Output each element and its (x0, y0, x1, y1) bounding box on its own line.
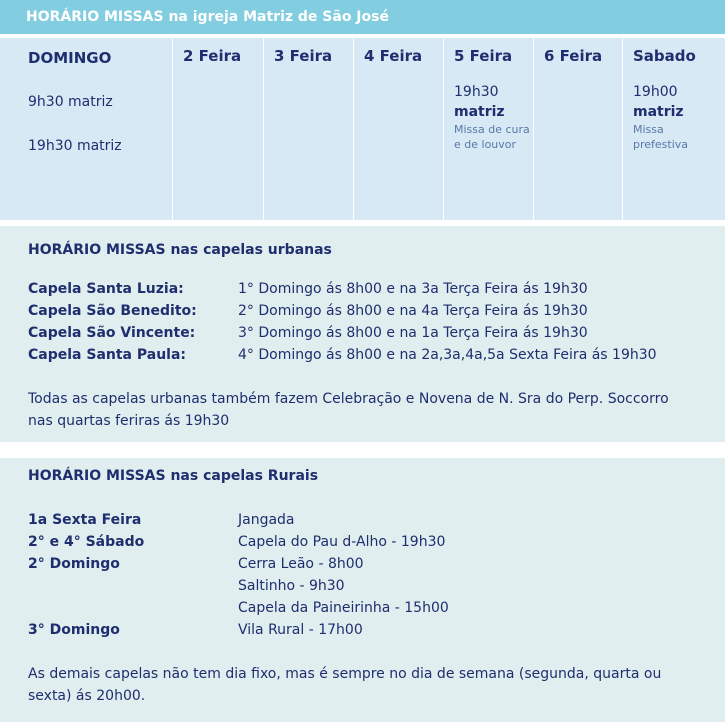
chapel-name: Capela São Benedito: (28, 303, 197, 319)
rural-day: 3° Domingo (28, 622, 120, 638)
mass-note: Missa de cura (454, 123, 530, 136)
weekly-schedule-table (0, 38, 725, 220)
chapel-schedule: 2° Domingo ás 8h00 e na 4a Terça Feira ás 19h30 (238, 303, 588, 319)
urban-chapels-section (0, 226, 725, 442)
chapel-name: Capela Santa Luzia: (28, 281, 184, 297)
chapel-name: Capela Santa Paula: (28, 347, 187, 363)
rural-place: Jangada (238, 512, 295, 528)
rural-day: 2° Domingo (28, 556, 120, 572)
day-header: Sabado (633, 47, 696, 65)
rural-day: 1a Sexta Feira (28, 512, 142, 528)
rural-day: 2° e 4° Sábado (28, 534, 145, 550)
day-header: 4 Feira (364, 47, 423, 65)
mass-time: 19h30 (454, 84, 499, 100)
rural-place: Capela do Pau d-Alho - 19h30 (238, 534, 446, 550)
column-domingo (0, 38, 172, 220)
mass-time: 19h00 (633, 84, 678, 100)
mass-time: 19h30 matriz (28, 138, 122, 154)
rural-place: Saltinho - 9h30 (238, 578, 345, 594)
column-4-feira (353, 38, 443, 220)
column-3-feira (263, 38, 353, 220)
day-header: 2 Feira (183, 47, 242, 65)
mass-place: matriz (633, 104, 684, 120)
mass-place: matriz (454, 104, 505, 120)
urban-note-line-1: Todas as capelas urbanas também fazem Celebração e Novena de N. Sra do Perp. Soccorro (28, 391, 669, 407)
column-6-feira (533, 38, 622, 220)
chapel-schedule: 1° Domingo ás 8h00 e na 3a Terça Feira ás 19h30 (238, 281, 588, 297)
mass-note: e de louvor (454, 138, 517, 151)
mass-note: prefestiva (633, 138, 689, 151)
day-header: 3 Feira (274, 47, 333, 65)
mass-note: Missa (633, 123, 664, 136)
section-title: HORÁRIO MISSAS nas capelas Rurais (28, 468, 319, 484)
chapel-schedule: 4° Domingo ás 8h00 e na 2a,3a,4a,5a Sexta Feira ás 19h30 (238, 347, 657, 363)
day-header: 6 Feira (544, 47, 603, 65)
rural-note-line-1: As demais capelas não tem dia fixo, mas é sempre no dia de semana (segunda, quarta ou (28, 666, 662, 682)
column-sabado (622, 38, 725, 220)
page-title: HORÁRIO MISSAS na igreja Matriz de São José (0, 0, 725, 34)
rural-chapels-section (0, 458, 725, 722)
day-header: 5 Feira (454, 47, 513, 65)
rural-note-line-2: sexta) ás 20h00. (28, 688, 146, 704)
section-title: HORÁRIO MISSAS nas capelas urbanas (28, 242, 332, 258)
column-2-feira (172, 38, 263, 220)
rural-place: Cerra Leão - 8h00 (238, 556, 364, 572)
rural-place: Capela da Paineirinha - 15h00 (238, 600, 449, 616)
chapel-schedule: 3° Domingo ás 8h00 e na 1a Terça Feira ás 19h30 (238, 325, 588, 341)
chapel-name: Capela São Vincente: (28, 325, 196, 341)
day-header: DOMINGO (28, 49, 112, 67)
mass-time: 9h30 matriz (28, 94, 113, 110)
rural-place: Vila Rural - 17h00 (238, 622, 363, 638)
urban-note-line-2: nas quartas feriras ás 19h30 (28, 413, 230, 429)
column-5-feira (443, 38, 533, 220)
